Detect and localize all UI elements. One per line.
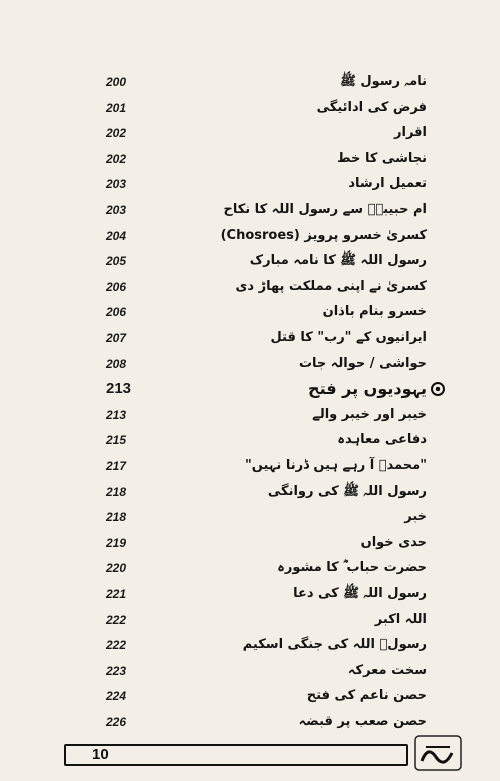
toc-entry (0, 326, 500, 350)
toc-page-number: 223 (106, 663, 127, 678)
toc-entry-title: نامہ رسول ﷺ (340, 74, 427, 89)
toc-entry-title: فرض کی ادائیگی (316, 99, 427, 115)
toc-entry (0, 659, 500, 683)
toc-entry-title: اللہ اکبر (374, 611, 427, 627)
toc-entry-title: یہودیوں پر فتح (308, 379, 427, 399)
toc-page-number: 226 (106, 715, 127, 729)
toc-entry (0, 428, 500, 452)
toc-entry-title: کسریٰ نے اپنی مملکت پھاڑ دی (235, 278, 427, 294)
toc-entry-title: کسریٰ خسرو پرویز (Chosroes) (220, 227, 427, 243)
toc-page-number: 203 (106, 177, 127, 192)
toc-entry-title: ام حبیبہؓ سے رسول اللہ کا نکاح (223, 202, 427, 217)
toc-page-number: 215 (106, 433, 127, 448)
toc-entry (0, 454, 500, 478)
toc-entry-title: دفاعی معاہدہ (337, 432, 427, 448)
toc-entry-title: رسول اللہ ﷺ کی دعا (293, 586, 427, 601)
toc-entry-title: حصن صعب پر قبضہ (298, 714, 427, 729)
toc-page-number: 203 (106, 203, 127, 217)
section-bullet-icon (431, 382, 445, 396)
toc-page-number: 206 (106, 305, 127, 320)
toc-page-number: 207 (106, 331, 127, 345)
toc-entry-title: سخت معرکہ (347, 662, 427, 678)
toc-entry (0, 198, 500, 222)
footer-bar (64, 744, 408, 766)
toc-entry-title: رسول اللہ ﷺ کی روانگی (267, 483, 427, 499)
toc-page-number: 202 (106, 151, 127, 166)
toc-page-number: 213 (106, 380, 132, 398)
toc-entry (0, 556, 500, 580)
toc-entry (0, 403, 500, 427)
toc-page-number: 206 (106, 279, 127, 294)
toc-entry-title: حضرت حباب ؓ کا مشورہ (277, 560, 427, 576)
toc-page-number: 221 (106, 587, 127, 601)
book-logo (414, 735, 462, 771)
toc-entry-title: حدی خواں (360, 534, 427, 550)
toc-entry (0, 300, 500, 324)
toc-entry (0, 608, 500, 632)
toc-page-number: 224 (106, 689, 127, 704)
toc-entry (0, 352, 500, 376)
toc-page-number: 205 (106, 254, 127, 269)
toc-entry (0, 70, 500, 94)
toc-page-number: 222 (106, 612, 127, 627)
toc-entry-title: خسرو بنام باذان (322, 304, 427, 320)
toc-entry-title: حصن ناعم کی فتح (306, 688, 427, 704)
toc-entry (0, 531, 500, 555)
toc-entry-title: خبر (404, 509, 427, 525)
toc-page-number: 218 (106, 484, 127, 499)
toc-entry-title: "محمدؐ آ رہے ہیں ڈرنا نہیں" (245, 458, 427, 473)
toc-entry (0, 249, 500, 273)
toc-page-number: 213 (106, 407, 127, 422)
toc-entry (0, 505, 500, 529)
toc-page-number: 222 (106, 638, 127, 653)
toc-entry-title: خیبر اور خیبر والے (312, 406, 427, 422)
toc-page-number: 202 (106, 126, 127, 141)
toc-entry-title: ایرانیوں کے "رب" کا قتل (270, 330, 427, 345)
toc-entry (0, 96, 500, 120)
toc-page-number: 220 (106, 561, 127, 576)
toc-page-number: 204 (106, 228, 127, 243)
toc-entry-title: تعمیل ارشاد (348, 176, 427, 192)
page-number: 10 (92, 746, 109, 763)
toc-entry (0, 275, 500, 299)
toc-entry (0, 710, 500, 734)
toc-entry-title: رسول اللہ ﷺ کا نامہ مبارک (249, 253, 427, 269)
toc-entry (0, 480, 500, 504)
toc-page-number: 218 (106, 510, 127, 525)
toc-entry (0, 633, 500, 657)
toc-entry (0, 582, 500, 606)
toc-page-number: 219 (106, 535, 127, 550)
toc-entry (0, 684, 500, 708)
toc-entry-title: حواشی / حوالہ جات (298, 355, 427, 371)
toc-entry (0, 172, 500, 196)
toc-entry-title: رسولؐ اللہ کی جنگی اسکیم (242, 637, 427, 653)
toc-entry-title: اقرار (394, 125, 427, 141)
toc-entry (0, 147, 500, 171)
toc-page-number: 200 (106, 75, 127, 89)
toc-entry (0, 121, 500, 145)
toc-entry (0, 224, 500, 248)
toc-entry-title: نجاشی کا خط (337, 150, 427, 166)
toc-page-number: 208 (106, 356, 127, 371)
toc-page-number: 217 (106, 459, 127, 473)
toc-page-number: 201 (106, 100, 127, 115)
toc-section-heading (0, 377, 500, 401)
